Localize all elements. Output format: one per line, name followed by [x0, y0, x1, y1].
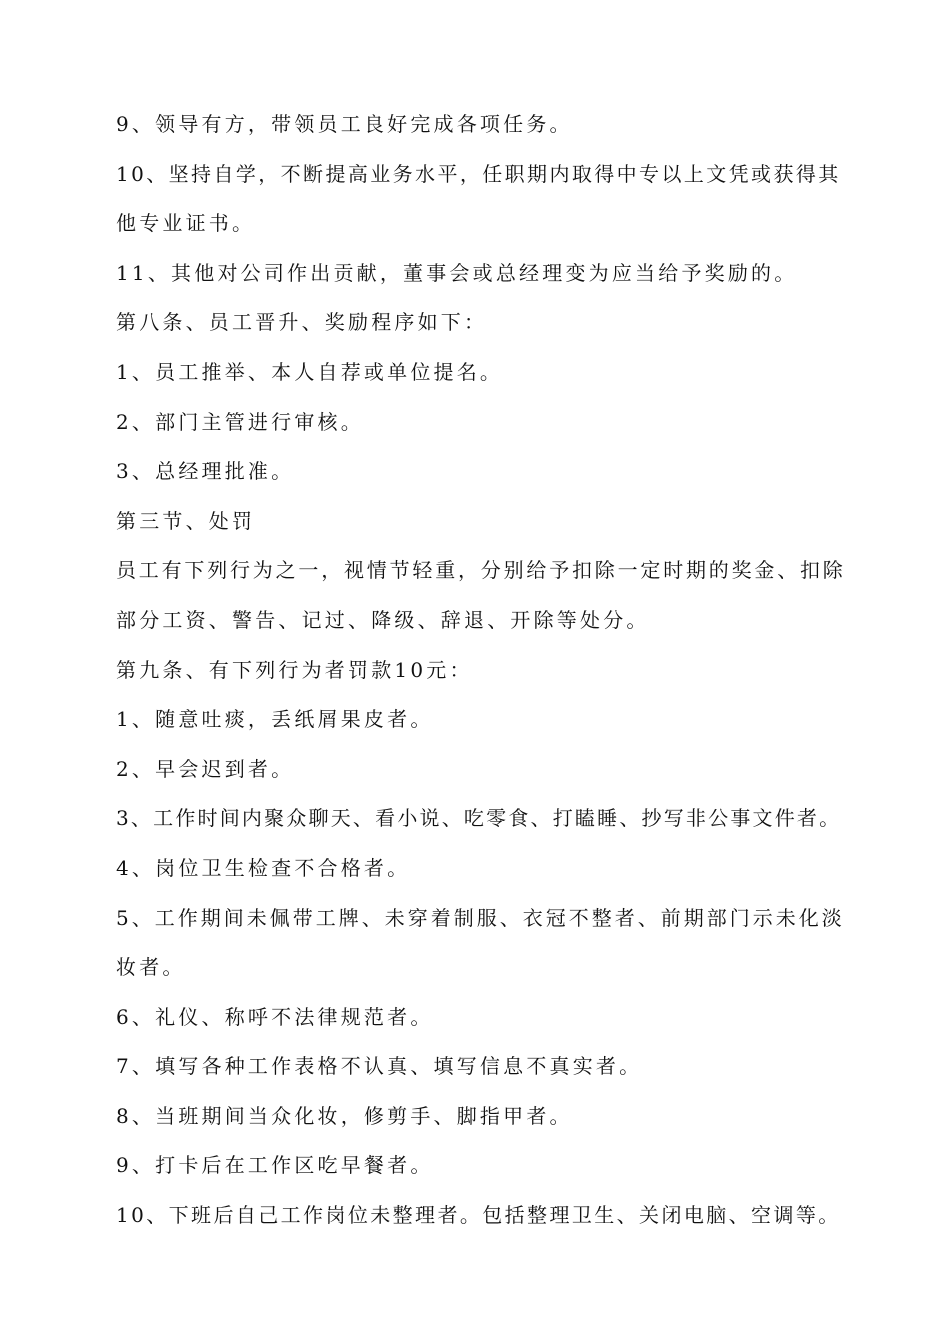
text-line: 3、总经理批准。: [116, 459, 295, 484]
text-line: 妆者。: [116, 955, 186, 980]
text-line: 3、工作时间内聚众聊天、看小说、吃零食、打瞌睡、抄写非公事文件者。: [116, 806, 842, 831]
text-line: 10、坚持自学，不断提高业务水平，任职期内取得中专以上文凭或获得其: [116, 161, 841, 186]
text-line: 员工有下列行为之一，视情节轻重，分别给予扣除一定时期的奖金、扣除: [116, 558, 846, 583]
text-line: 6、礼仪、称呼不法律规范者。: [116, 1004, 434, 1029]
section-heading: 第三节、处罚: [116, 508, 256, 533]
section-heading: 第九条、有下列行为者罚款10元：: [116, 657, 473, 682]
text-line: 9、打卡后在工作区吃早餐者。: [116, 1153, 434, 1178]
document-body: [116, 104, 846, 1245]
text-line: 8、当班期间当众化妆，修剪手、脚指甲者。: [116, 1103, 573, 1128]
text-line: 2、部门主管进行审核。: [116, 409, 364, 434]
text-line: 9、领导有方，带领员工良好完成各项任务。: [116, 112, 573, 136]
text-line: 2、早会迟到者。: [116, 756, 295, 781]
text-line: 7、填写各种工作表格不认真、填写信息不真实者。: [116, 1054, 643, 1079]
text-line: 11、其他对公司作出贡献，董事会或总经理变为应当给予奖励的。: [116, 260, 798, 285]
text-line: 5、工作期间未佩带工牌、未穿着制服、衣冠不整者、前期部门示未化淡: [116, 905, 845, 930]
section-heading: 第八条、员工晋升、奖励程序如下：: [116, 310, 488, 335]
text-line: 10、下班后自己工作岗位未整理者。包括整理卫生、关闭电脑、空调等。: [116, 1203, 841, 1228]
text-line: 4、岗位卫生检查不合格者。: [116, 855, 411, 880]
text-line: 部分工资、警告、记过、降级、辞退、开除等处分。: [116, 607, 650, 632]
text-line: 1、随意吐痰，丢纸屑果皮者。: [116, 707, 434, 732]
text-line: 他专业证书。: [116, 211, 256, 236]
text-line: 1、员工推举、本人自荐或单位提名。: [116, 359, 504, 384]
